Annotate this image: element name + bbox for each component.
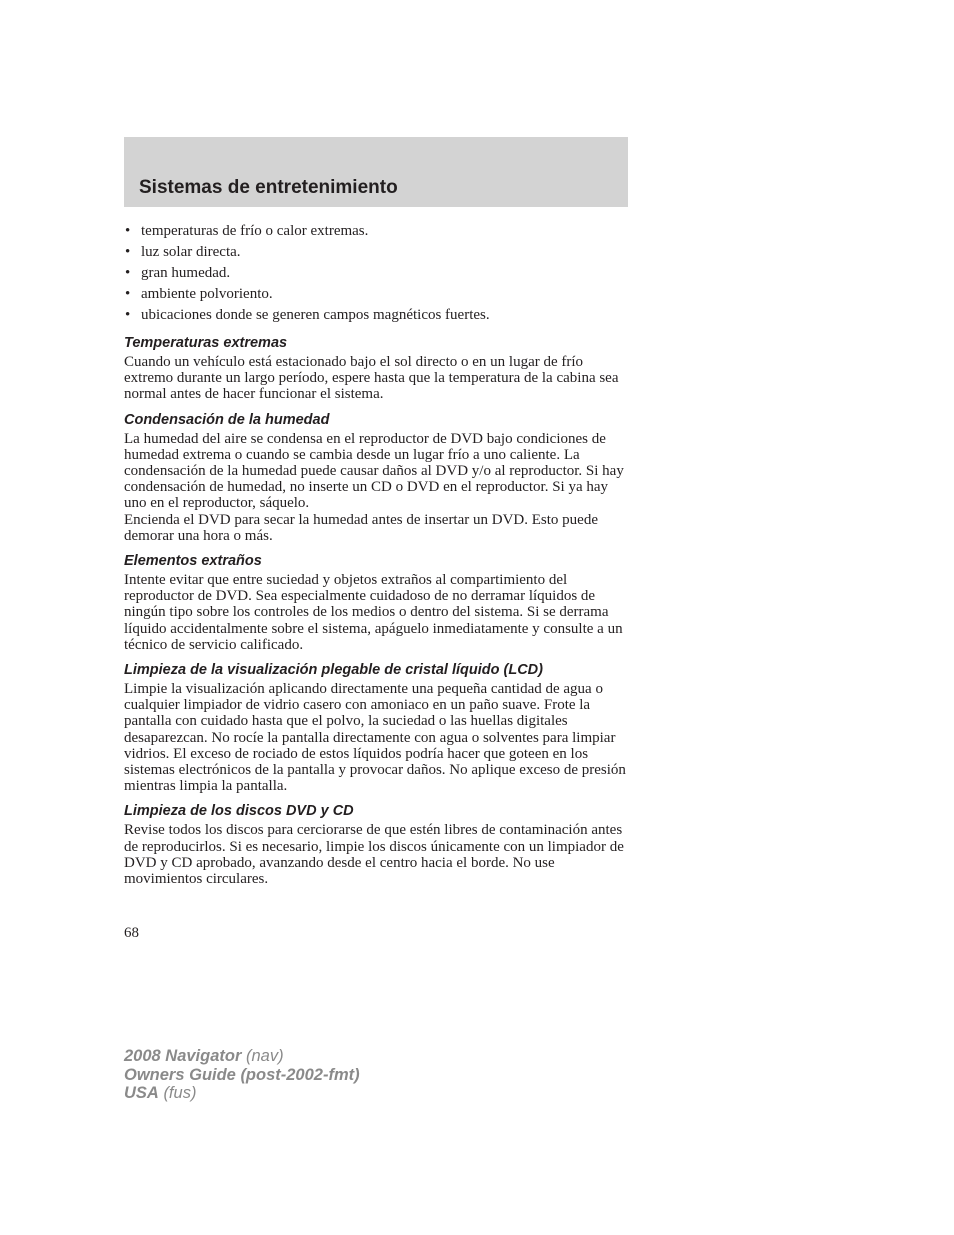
heading-lcd-cleaning: Limpieza de la visualización plegable de cristal líquido (LCD) bbox=[124, 662, 543, 679]
page-content bbox=[124, 221, 630, 887]
bullet-icon: • bbox=[125, 307, 131, 323]
heading-disc-cleaning: Limpieza de los discos DVD y CD bbox=[124, 803, 354, 820]
list-item bbox=[124, 284, 630, 305]
bullet-icon: • bbox=[125, 265, 131, 281]
paragraph-lcd-cleaning: Limpie la visualización aplicando directamente una pequeña cantidad de agua o cualquier limpiador de vidrio casero con amoniaco en un paño suave. Frote la pantalla con cuidado hasta que el polvo, la suciedad o las huellas digitales desaparezcan. No rocíe la pantalla directamente con agua o solventes para limpiar vidrios. El exceso de rociado de estos líquidos podría hacer que goteen en los sistemas electrónicos de la pantalla y provocar daños. No aplique exceso de presión mientras limpia la pantalla. bbox=[124, 681, 626, 795]
footer-model-code: (nav) bbox=[246, 1047, 284, 1065]
paragraph-humidity-condensation-2: Encienda el DVD para secar la humedad antes de insertar un DVD. Esto puede demorar una hora o más. bbox=[124, 511, 598, 544]
paragraph-extreme-temperatures: Cuando un vehículo está estacionado bajo el sol directo o en un lugar de frío extremo durante un largo período, espere hasta que la temperatura de la cabina sea normal antes de hacer funcionar el sistema. bbox=[124, 354, 619, 403]
list-item bbox=[124, 305, 630, 326]
bullet-icon: • bbox=[125, 223, 131, 239]
footer-line-3 bbox=[124, 1084, 360, 1103]
list-item bbox=[124, 221, 630, 242]
heading-humidity-condensation: Condensación de la humedad bbox=[124, 411, 330, 428]
bullet-text: luz solar directa. bbox=[141, 244, 241, 260]
footer-market: USA bbox=[124, 1084, 159, 1102]
bullet-text: ubicaciones donde se generen campos magnéticos fuertes. bbox=[141, 307, 490, 323]
bullet-list bbox=[124, 221, 630, 326]
section-header-band bbox=[124, 137, 628, 207]
paragraph-foreign-objects: Intente evitar que entre suciedad y objetos extraños al compartimiento del reproductor de DVD. Sea especialmente cuidadoso de no derramar líquidos de ningún tipo sobre los controles de los medios o dentro del sistema. Si se derrama líquido accidentalmente sobre el sistema, apáguelo inmediatamente y consulte a un técnico de servicio calificado. bbox=[124, 572, 623, 653]
heading-foreign-objects: Elementos extraños bbox=[124, 553, 262, 570]
footer-line-1 bbox=[124, 1047, 360, 1066]
bullet-text: ambiente polvoriento. bbox=[141, 286, 273, 302]
bullet-text: temperaturas de frío o calor extremas. bbox=[141, 223, 369, 239]
bullet-icon: • bbox=[125, 286, 131, 302]
footer-model: 2008 Navigator bbox=[124, 1047, 242, 1065]
list-item bbox=[124, 242, 630, 263]
document-footer bbox=[124, 1047, 360, 1103]
bullet-text: gran humedad. bbox=[141, 265, 231, 281]
footer-line-2 bbox=[124, 1066, 360, 1085]
footer-market-code: (fus) bbox=[163, 1084, 197, 1102]
paragraph-humidity-condensation: La humedad del aire se condensa en el reproductor de DVD bajo condiciones de humedad extrema o cuando se cambia desde un lugar frío a uno caliente. La condensación de la humedad puede causar daños al DVD y/o al reproductor. Si hay condensación de humedad, no inserte un CD o DVD en el reproductor. Si ya hay uno en el reproductor, sáquelo. bbox=[124, 430, 624, 512]
section-title: Sistemas de entretenimiento bbox=[139, 177, 398, 198]
list-item bbox=[124, 263, 630, 284]
paragraph-disc-cleaning: Revise todos los discos para cerciorarse de que estén libres de contaminación antes de reproducirlos. Si es necesario, limpie los discos únicamente con un limpiador de DVD y CD aprobado, avanzando desde el centro hacia el borde. No use movimientos circulares. bbox=[124, 822, 624, 888]
footer-guide: Owners Guide (post-2002-fmt) bbox=[124, 1065, 360, 1084]
bullet-icon: • bbox=[125, 244, 131, 260]
page-number: 68 bbox=[124, 925, 139, 941]
heading-extreme-temperatures: Temperaturas extremas bbox=[124, 335, 288, 351]
